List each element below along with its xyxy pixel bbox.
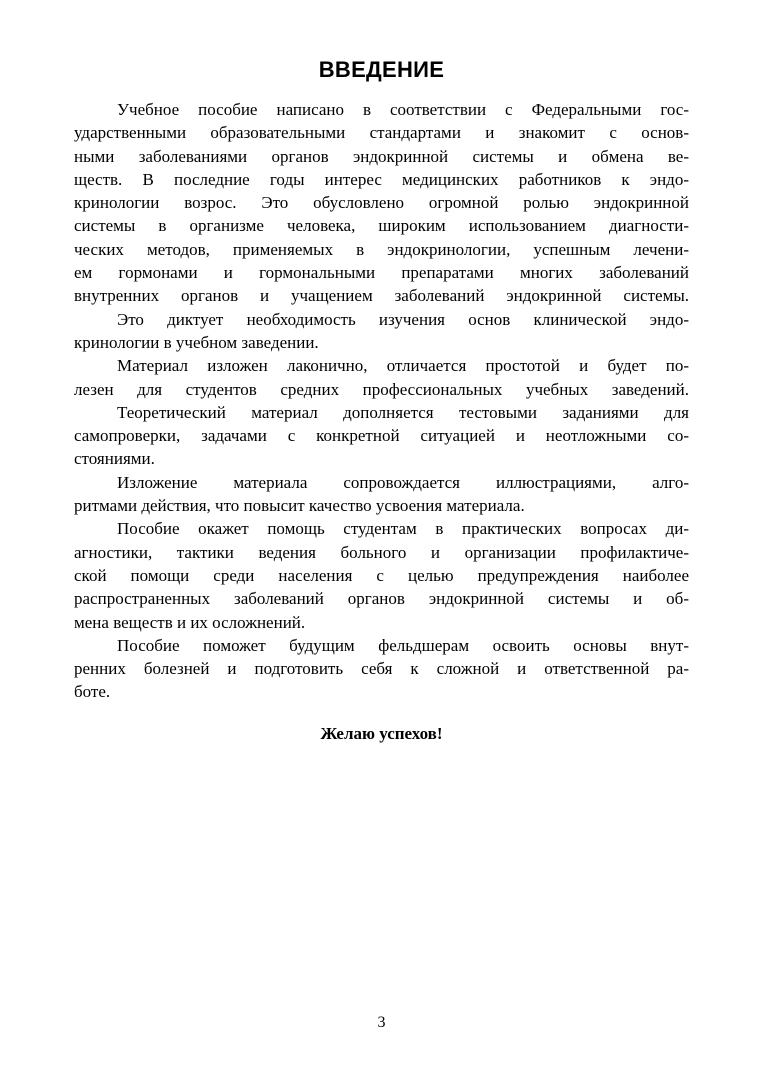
text-line: ритмами действия, что повысит качество усвоения материала. bbox=[74, 496, 525, 516]
body-text bbox=[74, 98, 689, 704]
text-line: распространенных заболеваний органов эндокринной системы и об- bbox=[74, 589, 689, 609]
text-line: Пособие окажет помощь студентам в практических вопросах ди- bbox=[117, 519, 689, 539]
text-line: кринологии в учебном заведении. bbox=[74, 332, 319, 352]
closing-wish: Желаю успехов! bbox=[320, 724, 443, 743]
page-title: ВВЕДЕНИЕ bbox=[318, 57, 445, 82]
text-line: ударственными образовательными стандартами и знакомит с основ- bbox=[74, 123, 689, 143]
text-line: кринологии возрос. Это обусловлено огромной ролью эндокринной bbox=[74, 193, 689, 213]
text-line: Материал изложен лаконично, отличается простотой и будет по- bbox=[117, 356, 689, 376]
text-line: Это диктует необходимость изучения основ клинической эндо- bbox=[117, 309, 689, 329]
text-line: лезен для студентов средних профессиональных учебных заведений. bbox=[74, 379, 689, 399]
text-line: внутренних органов и учащением заболеваний эндокринной системы. bbox=[74, 286, 689, 306]
text-line: мена веществ и их осложнений. bbox=[74, 612, 306, 632]
page-number: 3 bbox=[377, 1014, 386, 1031]
text-line: ществ. В последние годы интерес медицинских работников к эндо- bbox=[74, 169, 689, 189]
text-line: Теоретический материал дополняется тестовыми заданиями для bbox=[117, 402, 689, 422]
text-line: ем гормонами и гормональными препаратами многих заболеваний bbox=[74, 263, 689, 283]
text-line: Учебное пособие написано в соответствии с Федеральными гос- bbox=[117, 100, 689, 119]
text-line: ными заболеваниями органов эндокринной системы и обмена ве- bbox=[74, 146, 689, 166]
text-line: боте. bbox=[74, 682, 111, 702]
text-line: ренних болезней и подготовить себя к сложной и ответственной ра- bbox=[74, 659, 689, 679]
text-line: ческих методов, применяемых в эндокринологии, успешным лечени- bbox=[74, 239, 689, 259]
text-line: самопроверки, задачами с конкретной ситуацией и неотложными со- bbox=[74, 426, 689, 446]
text-line: Изложение материала сопровождается иллюстрациями, алго- bbox=[117, 472, 689, 492]
text-line: Пособие поможет будущим фельдшерам освоить основы внут- bbox=[117, 635, 689, 655]
text-line: системы в организме человека, широким использованием диагности- bbox=[74, 216, 689, 236]
text-line: агностики, тактики ведения больного и организации профилактиче- bbox=[74, 542, 689, 562]
text-line: стояниями. bbox=[74, 449, 155, 469]
text-line: ской помощи среди населения с целью предупреждения наиболее bbox=[74, 565, 689, 585]
